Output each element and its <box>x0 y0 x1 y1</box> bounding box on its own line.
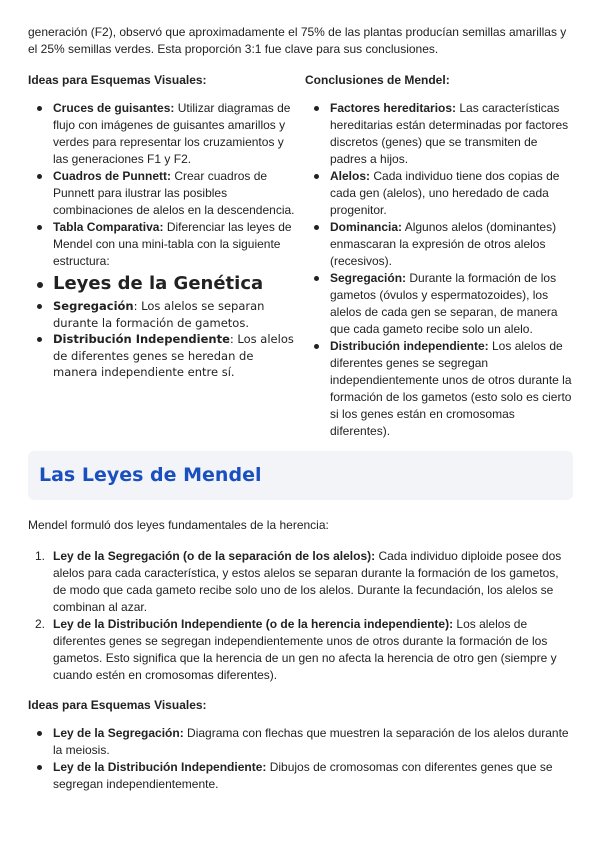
intro-paragraph: generación (F2), observó que aproximadamente el 75% de las plantas producían semillas amarillas y el 25% semillas verdes. Esta proporción 3:1 fue clave para sus conclusiones. <box>28 25 567 56</box>
section-paragraph: Mendel formuló dos leyes fundamentales de la herencia: <box>28 518 329 532</box>
list-item: Distribución independiente: Los alelos de diferentes genes se segregan independientemente unos de otros durante la formación de los gametos (esto solo es cierto si los genes están en cromosomas diferentes). <box>305 338 573 440</box>
genetics-laws-list <box>28 298 296 381</box>
list-item: Tabla Comparativa: Diferenciar las leyes de Mendel con una mini-tabla con la siguiente estructura: <box>28 219 296 270</box>
genetics-laws-title: Leyes de la Genética <box>28 272 296 296</box>
list-item: Dominancia: Algunos alelos (dominantes) enmascaran la expresión de otros alelos (recesivos). <box>305 219 573 270</box>
conclusions-list <box>305 100 573 440</box>
visual-ideas-list-2 <box>28 725 573 793</box>
laws-list <box>28 548 573 684</box>
section-banner <box>28 451 573 500</box>
list-item: 1. Ley de la Segregación (o de la separación de los alelos): Cada individuo diploide posee dos alelos para cada característica, y estos alelos se separan durante la formación de los gametos, de modo que cada gameto recibe solo uno de los alelos. Durante la fecundación, los alelos se combinan al azar. <box>35 549 562 614</box>
document-page <box>28 24 573 793</box>
list-item: Segregación: Los alelos se separan durante la formación de gametos. <box>28 298 296 331</box>
conclusions-heading: Conclusiones de Mendel: <box>305 73 450 87</box>
left-column <box>28 72 296 440</box>
list-item: Cuadros de Punnett: Crear cuadros de Punnett para ilustrar las posibles combinaciones de alelos en la descendencia. <box>28 168 296 219</box>
list-item: 2. Ley de la Distribución Independiente (o de la herencia independiente): Los alelos de diferentes genes se segregan independientemente unos de otros durante la formación de los gametos. Esto significa que la herencia de un gen no afecta la herencia de otro gen (siempre y cuando estén en cromosomas diferentes). <box>35 617 557 682</box>
list-item: Distribución Independiente: Los alelos de diferentes genes se heredan de manera independiente entre sí. <box>28 331 296 381</box>
visual-ideas-heading: Ideas para Esquemas Visuales: <box>28 73 207 87</box>
list-item: Ley de la Segregación: Diagrama con flechas que muestren la separación de los alelos durante la meiosis. <box>28 725 573 759</box>
list-item: Segregación: Durante la formación de los gametos (óvulos y espermatozoides), los alelos de cada gen se separan, de manera que cada gameto recibe solo un alelo. <box>305 270 573 338</box>
right-column <box>305 72 573 440</box>
list-item: Alelos: Cada individuo tiene dos copias de cada gen (alelos), uno heredado de cada progenitor. <box>305 168 573 219</box>
list-item: Ley de la Distribución Independiente: Dibujos de cromosomas con diferentes genes que se segregan independientemente. <box>28 759 573 793</box>
list-item: Cruces de guisantes: Utilizar diagramas de flujo con imágenes de guisantes amarillos y verdes para representar los cruzamientos y las generaciones F1 y F2. <box>28 100 296 168</box>
visual-ideas-list <box>28 100 296 270</box>
visual-ideas-heading-2: Ideas para Esquemas Visuales: <box>28 698 207 712</box>
list-item: Factores hereditarios: Las características hereditarias están determinadas por factores discretos (genes) que se transmiten de padres a hijos. <box>305 100 573 168</box>
two-column-section <box>28 72 573 440</box>
section-title: Las Leyes de Mendel <box>39 464 262 486</box>
